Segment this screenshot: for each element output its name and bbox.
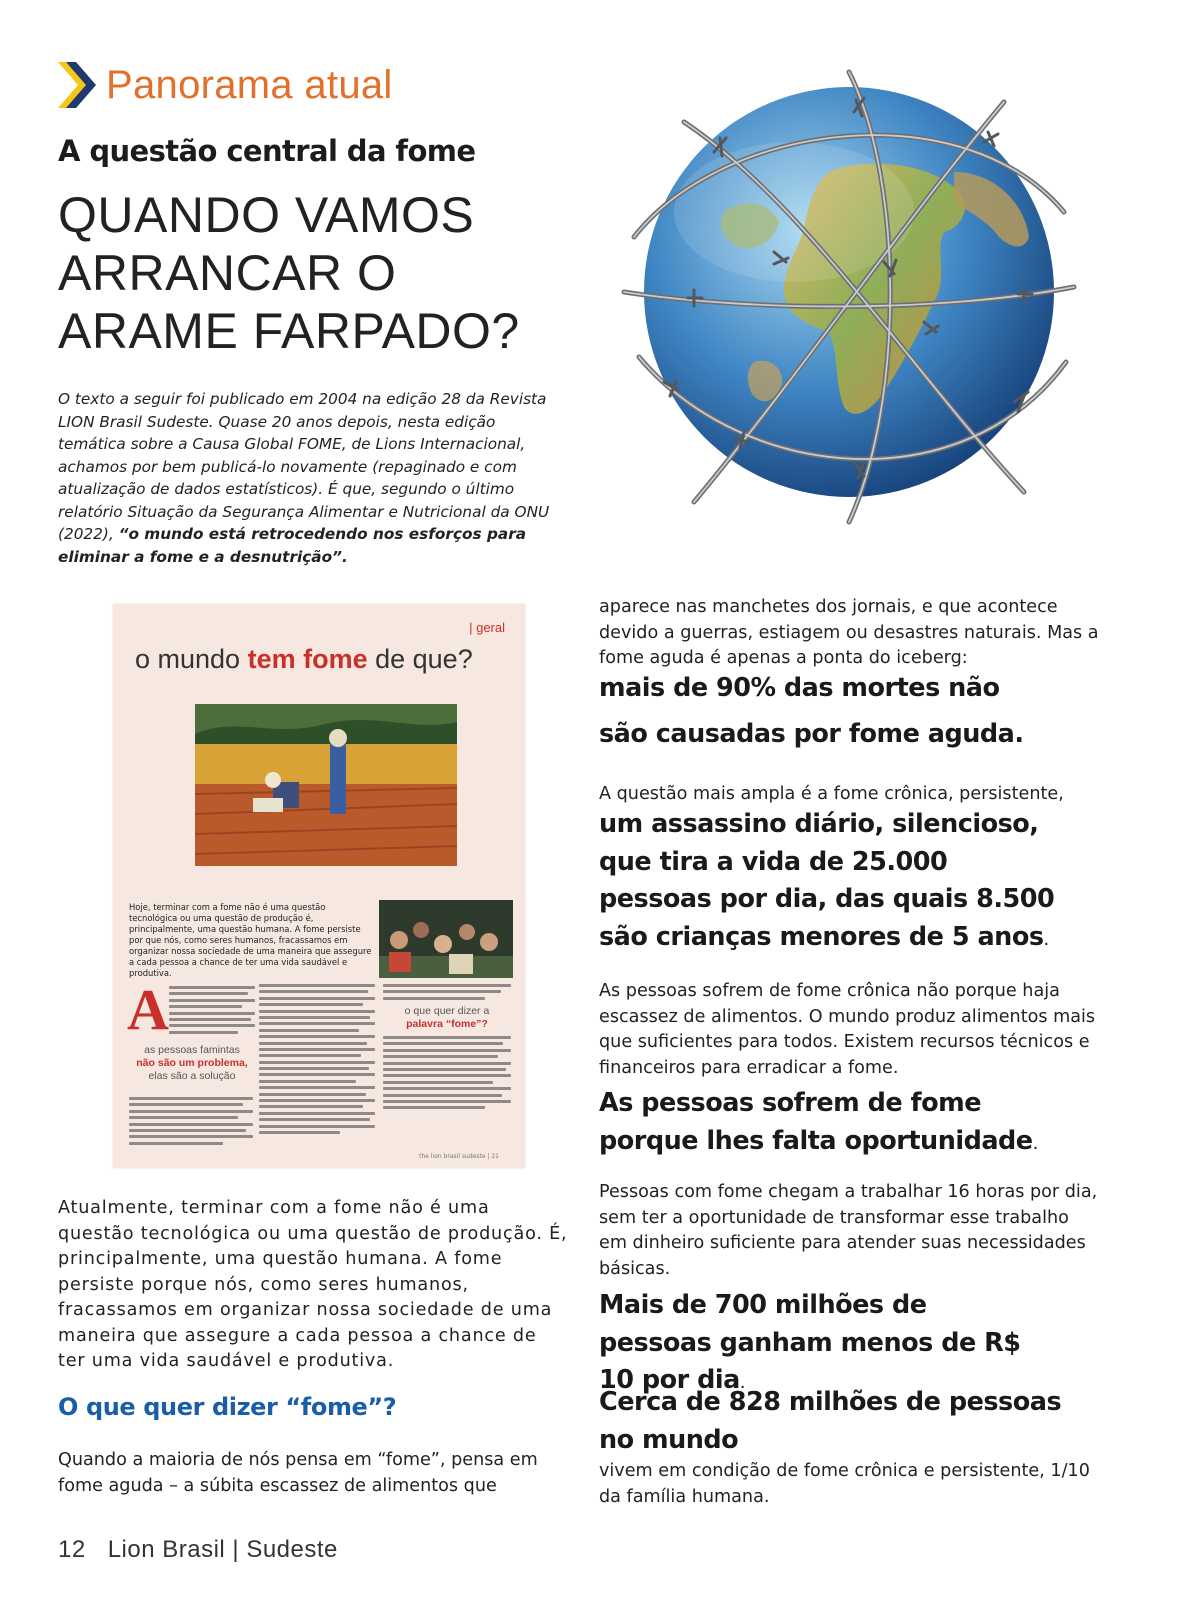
right-paragraph: As pessoas sofrem de fome crônica não porque haja escassez de alimentos. O mundo produz alimentos mais que suficientes para todos. Existem recursos técnicos e financeiros para erradicar a fome. [599, 981, 1096, 1078]
right-paragraph: vivem em condição de fome crônica e persistente, 1/10 da família humana. [599, 1461, 1090, 1507]
subheading: O que quer dizer “fome”? [58, 1393, 397, 1421]
page-footer [58, 1536, 338, 1564]
scan-pull-quote: as pessoas famintas não são um problema, elas são a solução [136, 1044, 248, 1082]
right-paragraph: A questão mais ampla é a fome crônica, persistente, [599, 784, 1064, 804]
page-number: 12 [58, 1536, 86, 1563]
scan-text-column [259, 984, 375, 1137]
globe-barbed-wire-illustration [604, 62, 1084, 532]
headline-line: ARRANCAR O [58, 245, 397, 301]
publication-name: Lion Brasil | Sudeste [107, 1536, 338, 1563]
right-paragraph: aparece nas manchetes dos jornais, e que acontece devido a guerras, estiagem ou desastres naturais. Mas a fome aguda é apenas a ponta do iceberg: [599, 597, 1099, 668]
article-headline [58, 186, 578, 360]
chevron-icon [58, 62, 98, 108]
scan-section-tag: | geral [469, 620, 505, 635]
scan-text-column [169, 986, 255, 1037]
highlight-statement: um assassino diário, silencioso, que tira a vida de 25.000 pessoas por dia, das quais 8.500 são crianças menores de 5 anos. [599, 809, 1055, 952]
scan-pull-quote: o que quer dizer a palavra “fome”? [404, 1005, 490, 1030]
left-body-paragraph: Quando a maioria de nós pensa em “fome”, pensa em fome aguda – a súbita escassez de alimentos que [58, 1450, 538, 1496]
scan-lead-text: Hoje, terminar com a fome não é uma questão tecnológica ou uma questão de produção é, principalmente, uma questão humana. A fome persiste por que nós, como seres humanos, fracassamos em organizar nossa sociedade de uma maneira que assegure a cada pessoa a chance de ter uma vida saudável e produtiva. [129, 902, 372, 978]
field-workers-photo [195, 704, 457, 866]
scan-text-column [129, 1097, 253, 1148]
highlight-statement: mais de 90% das mortes não são causadas por fome aguda. [599, 673, 1024, 749]
scan-text-column [383, 984, 511, 1003]
article-kicker: A questão central da fome [58, 134, 476, 168]
intro-quote: “o mundo está retrocedendo nos esforços para eliminar a fome e a desnutrição” [58, 525, 527, 566]
intro-paragraph: O texto a seguir foi publicado em 2004 na edição 28 da Revista LION Brasil Sudeste. Quase 20 anos depois, nesta edição temática sobre a Causa Global FOME, de Lions Internacional, achamos por bem publicá-lo novamente (repaginado e com atualização de dados estatísticos). É que, segundo o último relatório Situação da Segurança Alimentar e Nutricional da ONU (2022), “o mundo está retrocedendo nos esforços para eliminar a fome e a desnutrição”. [58, 390, 550, 566]
headline-line: QUANDO VAMOS [58, 187, 475, 243]
highlight-statement: Mais de 700 milhões de pessoas ganham menos de R$ 10 por dia. [599, 1290, 1021, 1395]
section-header [58, 60, 393, 110]
left-body-paragraph: Atualmente, terminar com a fome não é uma questão tecnológica ou uma questão de produção. É, principalmente, uma questão humana. A fome persiste porque nós, como seres humanos, fracassamos em organizar nossa sociedade de uma maneira que assegure a cada pessoa a chance de ter uma vida saudável e produtiva. [58, 1198, 568, 1371]
headline-line: ARAME FARPADO? [58, 303, 520, 359]
section-title: Panorama atual [106, 62, 393, 107]
magazine-scan-image [113, 604, 525, 1168]
highlight-statement: Cerca de 828 milhões de pessoas no mundo [599, 1387, 1062, 1455]
scan-title: o mundo tem fome de que? [135, 644, 473, 674]
scan-text-column [383, 1036, 511, 1113]
right-paragraph: Pessoas com fome chegam a trabalhar 16 horas por dia, sem ter a oportunidade de transformar esse trabalho em dinheiro suficiente para atender suas necessidades básicas. [599, 1182, 1098, 1279]
scan-dropcap: A [127, 977, 169, 1042]
crowd-photo [379, 900, 513, 978]
scan-footer: the lion brasil sudeste | 21 [419, 1153, 499, 1160]
highlight-statement: As pessoas sofrem de fome porque lhes falta oportunidade. [599, 1088, 1038, 1156]
